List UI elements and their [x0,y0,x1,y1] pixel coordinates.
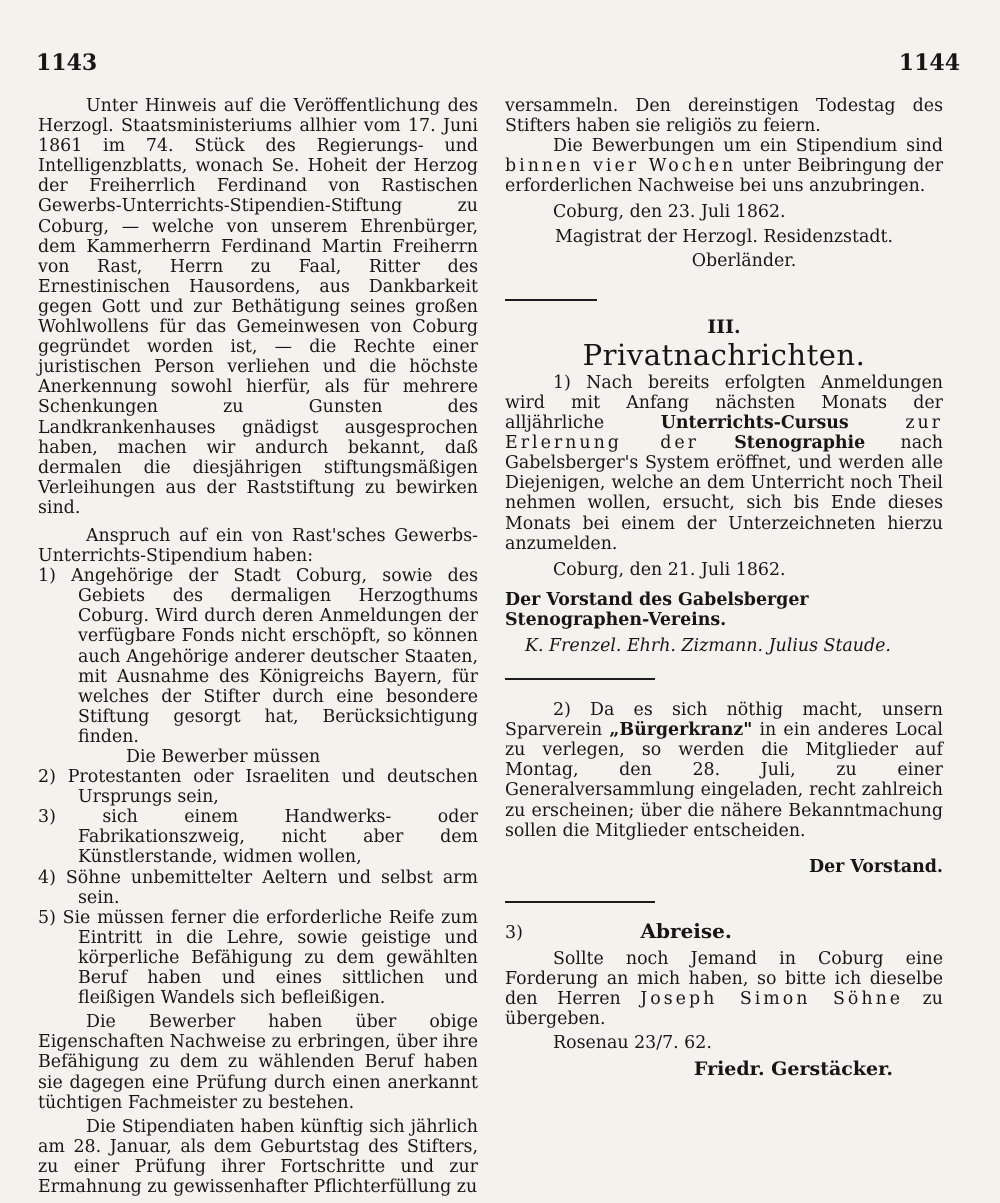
list-item-4: 4) Söhne unbemittelter Aeltern und selbst arm sein. [38,867,478,908]
notice-3-text-a: Sollte noch Jemand in Coburg eine Forderung an mich haben, so bitte ich dieselbe den Herren [505,948,943,1010]
course-emphasis: Unterrichts-Cursus [660,413,849,434]
continuation-paragraph: versammeln. Den dereinstigen Todestag des Stifters haben sie religiös zu feiern. [505,96,943,137]
list-item-1: 1) Angehörige der Stadt Coburg, sowie des Gebiets des dermaligen Herzogthums Coburg. Wird durch deren Anmeldungen der verfügbare Fonds nicht erschöpft, so können auch Angehörige anderer deutscher Staaten, mit Ausnahme des Königreichs Bayern, für welches der Stifter durch eine besondere Stiftung gesorgt hat, Berücksichtigung finden. [38,566,478,747]
four-weeks-emphasis: binnen vier Wochen [505,156,737,177]
gerstaecker-signature: Friedr. Gerstäcker. [693,1058,893,1081]
notice-3-number: 3) [505,922,523,943]
evidence-paragraph: Die Bewerber haben über obige Eigenschaften Nachweise zu erbringen, über ihre Befähigung zu dem zu wählenden Beruf haben sie dagegen eine Prüfung durch einen anerkannt tüchtigen Fachmeister zu bestehen. [38,1012,478,1113]
notice-3 [505,949,943,1029]
claim-paragraph: Anspruch auf ein von Rast'sches Gewerbs-Unterrichts-Stipendium haben: [38,525,478,567]
application-text-a: Die Bewerbungen um ein Stipendium sind [553,136,943,157]
board-signature: Der Vorstand. [809,856,943,877]
stenographers-board: Der Vorstand des Gabelsberger Stenographen-Vereins. [505,589,809,630]
dateline-coburg-21: Coburg, den 21. Juli 1862. [553,559,786,580]
notice-1-text-e: nach Gabelsberger's System eröffnet, und werden alle Diejenigen, welche an dem Unterricht noch Theil nehmen wollen, ersucht, sich bis Ende dieses Monats bei einem der Unterzeichneten hierzu anzumelden. [505,433,944,554]
magistrate-line: Magistrat der Herzogl. Residenzstadt. [555,226,893,247]
right-column [505,96,943,1079]
notice-1-text-a: 1) Nach bereits erfolgten Anmeldungen wird mit Anfang nächsten Monats der alljährliche [505,372,943,434]
list-item-2: 2) Protestanten oder Israeliten und deutschen Ursprungs sein, [38,767,478,808]
departure-title: Abreise. [640,918,732,943]
notice-2 [505,700,943,841]
intro-paragraph: Unter Hinweis auf die Veröffentlichung des Herzogl. Staatsministeriums allhier vom 17. Juni 1861 im 74. Stück des Regierungs- und Intelligenzblatts, wonach Se. Hoheit der Herzog der Freiherrlich Ferdinand von Rastischen Gewerbs-Unterrichts-Stipendien-Stiftung zu Coburg, — welche von unserem Ehrenbürger, dem Kammerherrn Ferdinand Martin Freiherrn von Rast, Herrn zu Faal, Ritter des Ernestinischen Hausordens, aus Dankbarkeit gegen Gott und zur Bethätigung seines großen Wohlwollens für das Gemeinwesen von Coburg gegründet worden ist, — die Rechte einer juristischen Person verliehen und die höchste Anerkennung sowohl hierfür, als für mehrere Schenkungen zu Gunsten des Landkrankenhauses gnädigst ausgesprochen haben, machen wir andurch bekannt, daß dermalen die diesjährigen stiftungsmäßigen Verleihungen aus der Raststiftung zu bewirken sind. [38,96,478,518]
board-members: K. Frenzel. Ehrh. Zizmann. Julius Staude. [525,635,891,656]
stipend-paragraph: Die Stipendiaten haben künftig sich jährlich am 28. Januar, als dem Geburtstag des Stifters, zu einer Prüfung ihrer Fortschritte und zur Ermahnung zu gewissenhafter Pflichterfüllung zu [38,1116,478,1197]
application-text-c: unter Beibringung der erforderlichen Nachweise bei uns anzubringen. [505,156,944,197]
list-item-3: 3) sich einem Handwerks- oder Fabrikationszweig, nicht aber dem Künstlerstande, widmen wollen, [38,807,478,868]
page-number-right: 1144 [898,50,960,76]
page-number-left: 1143 [36,50,98,76]
application-paragraph [505,136,943,196]
notice-1 [505,373,943,554]
separator-rule [505,901,655,903]
applicants-must: Die Bewerber müssen [126,747,321,767]
notice-2-text-a: 2) Da es sich nöthig macht, unsern Sparverein [505,700,943,741]
oberlaender-signature: Oberländer. [691,250,797,271]
separator-rule [505,299,597,301]
stenography-emphasis: Stenographie [734,433,866,454]
notice-2-text-c: in ein anderes Local zu verlegen, so werden die Mitglieder auf Montag, den 28. Juli, zu einer Generalversammlung eingeladen, recht zahlreich zu erscheinen; über die nähere Bekanntmachung sollen die Mitglieder entscheiden. [505,720,943,841]
separator-rule [505,678,655,680]
section-title: Privatnachrichten. [582,337,866,372]
notice-1-text-c: zur Erlernung der [505,413,943,454]
left-column [38,96,478,1197]
dateline-coburg-23: Coburg, den 23. Juli 1862. [553,202,786,223]
notice-3-text-c: zu übergeben. [505,989,944,1030]
dateline-rosenau: Rosenau 23/7. 62. [553,1033,712,1054]
notice-3-heading [505,918,943,943]
section-number: III. [707,315,741,338]
buergerkranz-emphasis: „Bürgerkranz" [609,720,753,741]
list-item-5: 5) Sie müssen ferner die erforderliche Reife zum Eintritt in die Lehre, sowie geistige und körperliche Befähigung zu dem gewählten Beruf haben und eines sittlichen und fleißigen Wandels sich befleißigen. [38,907,478,1009]
joseph-simon-emphasis: Joseph Simon Söhne [640,989,904,1010]
